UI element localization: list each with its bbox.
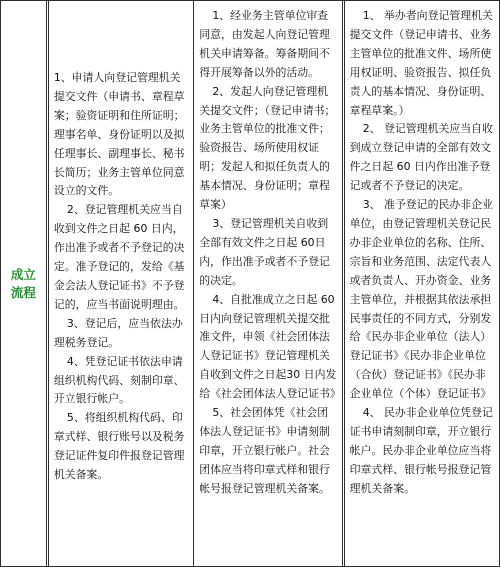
row-header-cell <box>1 1 49 566</box>
foundation-step-4: 4、凭登记证书依法申请组织机构代码、刻制印章、开立银行帐户。 <box>53 354 185 406</box>
social-group-step-5: 5、社会团体凭《社会团体法人登记证书》申请刻制印章，开立银行帐户。社会团体应当将印章式样和银行帐号报登记管理机关备案。 <box>199 406 330 495</box>
social-group-step-1: 1、经业务主管单位审查同意，由发起人向登记管理机关申请筹备。筹备期间不得开展筹备以外的活动。 <box>199 9 330 79</box>
foundation-step-5: 5、将组织机构代码、印章式样、银行账号以及税务登记证件复印件报登记管理机关备案。 <box>53 411 185 482</box>
foundation-step-2: 2、登记管理机关应当自收到文件之日起 60 日内，作出准予或者不予登记的决定。准予登记的，发给《基金会法人登记证书》不予登记的，应当书面说明理由。 <box>53 203 185 311</box>
social-group-process-cell <box>194 1 344 566</box>
non-enterprise-step-3: 3、 准予登记的民办非企业单位，由登记管理机关登记民办非企业单位的名称、住所、宗旨和业务范围、法定代表人或者负责人、开办资金、业务主管单位，并根据其依法承担民事责任的不同方式，分别发给《民办非企业单位（法人）登记证书》《民办非企业单位（合伙）登记证书》《民办非企业单位（个体）登记证书》 <box>349 198 493 401</box>
foundation-process-cell <box>49 1 194 566</box>
row-header-label: 成立流程 <box>10 266 36 300</box>
social-group-step-3: 3、登记管理机关自收到全部有效文件之日起 60日内，作出准予或者不予登记的决定。 <box>199 216 330 287</box>
non-enterprise-step-2: 2、 登记管理机关应当自收到成立登记申请的全部有效文件之日起 60 日内作出准予登记或者不予登记的决定。 <box>349 122 493 193</box>
foundation-step-3: 3、登记后，应当依法办理税务登记。 <box>53 316 183 349</box>
non-enterprise-step-1: 1、 举办者向登记管理机关提交文件（登记申请书、业务主管单位的批准文件、场所使用权证明、验资报告、拟任负责人的基本情况、身份证明、章程草案。） <box>349 9 493 117</box>
non-enterprise-process-cell <box>345 1 499 566</box>
social-group-step-2: 2、发起人向登记管理机关提交文件；（登记申请书；业务主管单位的批准文件；验资报告、场所使用权证明；发起人和拟任负责人的基本情况、身份证明；章程草案） <box>199 84 336 212</box>
foundation-step-1: 1、申请人向登记管理机关提交文件（申请书、章程草案；验资证明和住所证明；理事名单、身份证明以及拟任理事长、副理事长、秘书长简历；业务主管单位同意设立的文件。 <box>53 71 185 198</box>
social-group-step-4: 4、自批准成立之日起 60日内向登记管理机关提交批准文件，申领《社会团体法人登记证书》登记管理机关自收到文件之日起30 日内发给《社会团体法人登记证书》 <box>199 292 341 401</box>
non-enterprise-step-4: 4、 民办非企业单位凭登记证书申请刻制印章，开立银行帐户。民办非企业单位应当将印章式样、银行帐号报登记管理机关备案。 <box>349 406 493 495</box>
